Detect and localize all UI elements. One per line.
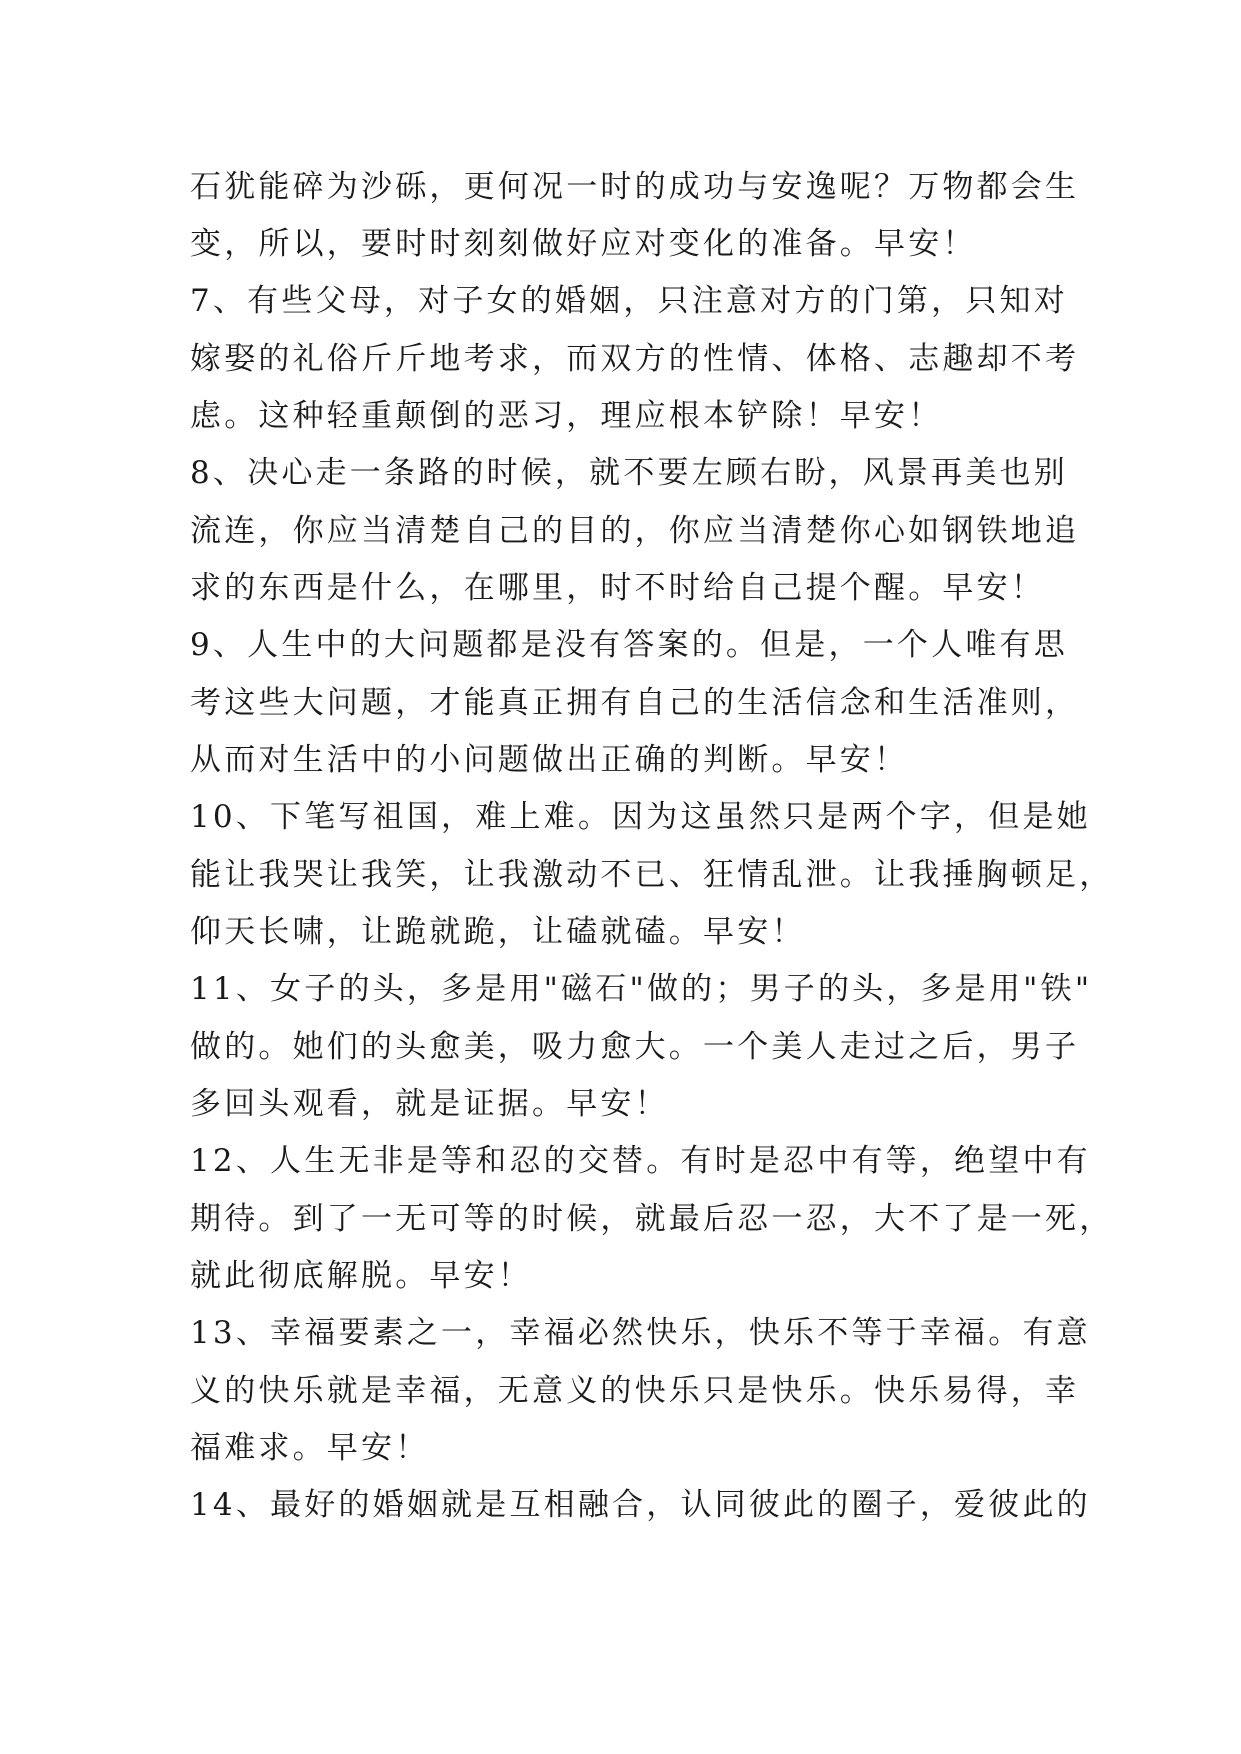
text-line: 就此彻底解脱。早安！ bbox=[190, 1258, 532, 1294]
text-line: 12、人生无非是等和忍的交替。有时是忍中有等，绝望中有 bbox=[190, 1143, 1091, 1179]
text-line: 流连，你应当清楚自己的目的，你应当清楚你心如钢铁地追 bbox=[190, 513, 1080, 549]
text-line: 求的东西是什么，在哪里，时不时给自己提个醒。早安！ bbox=[190, 570, 1045, 606]
text-line: 仰天长啸，让跪就跪，让磕就磕。早安！ bbox=[190, 914, 806, 950]
text-line: 做的。她们的头愈美，吸力愈大。一个美人走过之后，男子 bbox=[190, 1029, 1080, 1065]
text-line: 9、人生中的大问题都是没有答案的。但是，一个人唯有思 bbox=[190, 627, 1068, 663]
text-line: 能让我哭让我笑，让我激动不已、狂情乱泄。让我捶胸顿足， bbox=[190, 857, 1114, 893]
text-line: 考这些大问题，才能真正拥有自己的生活信念和生活准则， bbox=[190, 685, 1080, 721]
text-line: 从而对生活中的小问题做出正确的判断。早安！ bbox=[190, 742, 909, 778]
text-line: 虑。这种轻重颠倒的恶习，理应根本铲除！早安！ bbox=[190, 398, 943, 434]
text-line: 福难求。早安！ bbox=[190, 1430, 430, 1466]
text-line: 13、幸福要素之一，幸福必然快乐，快乐不等于幸福。有意 bbox=[190, 1315, 1091, 1351]
text-line: 7、有些父母，对子女的婚姻，只注意对方的门第，只知对 bbox=[190, 283, 1068, 319]
text-line: 8、决心走一条路的时候，就不要左顾右盼，风景再美也别 bbox=[190, 455, 1068, 491]
text-line: 期待。到了一无可等的时候，就最后忍一忍，大不了是一死， bbox=[190, 1201, 1114, 1237]
text-line: 多回头观看，就是证据。早安！ bbox=[190, 1086, 669, 1122]
text-line: 10、下笔写祖国，难上难。因为这虽然只是两个字，但是她 bbox=[190, 799, 1091, 835]
text-line: 义的快乐就是幸福，无意义的快乐只是快乐。快乐易得，幸 bbox=[190, 1373, 1080, 1409]
text-line: 嫁娶的礼俗斤斤地考求，而双方的性情、体格、志趣却不考 bbox=[190, 341, 1080, 377]
text-line: 14、最好的婚姻就是互相融合，认同彼此的圈子，爱彼此的 bbox=[190, 1487, 1091, 1523]
text-line: 变，所以，要时时刻刻做好应对变化的准备。早安！ bbox=[190, 226, 977, 262]
text-line: 11、女子的头，多是用"磁石"做的；男子的头，多是用"铁" bbox=[190, 971, 1093, 1007]
text-line: 石犹能碎为沙砾，更何况一时的成功与安逸呢？万物都会生 bbox=[190, 169, 1080, 205]
